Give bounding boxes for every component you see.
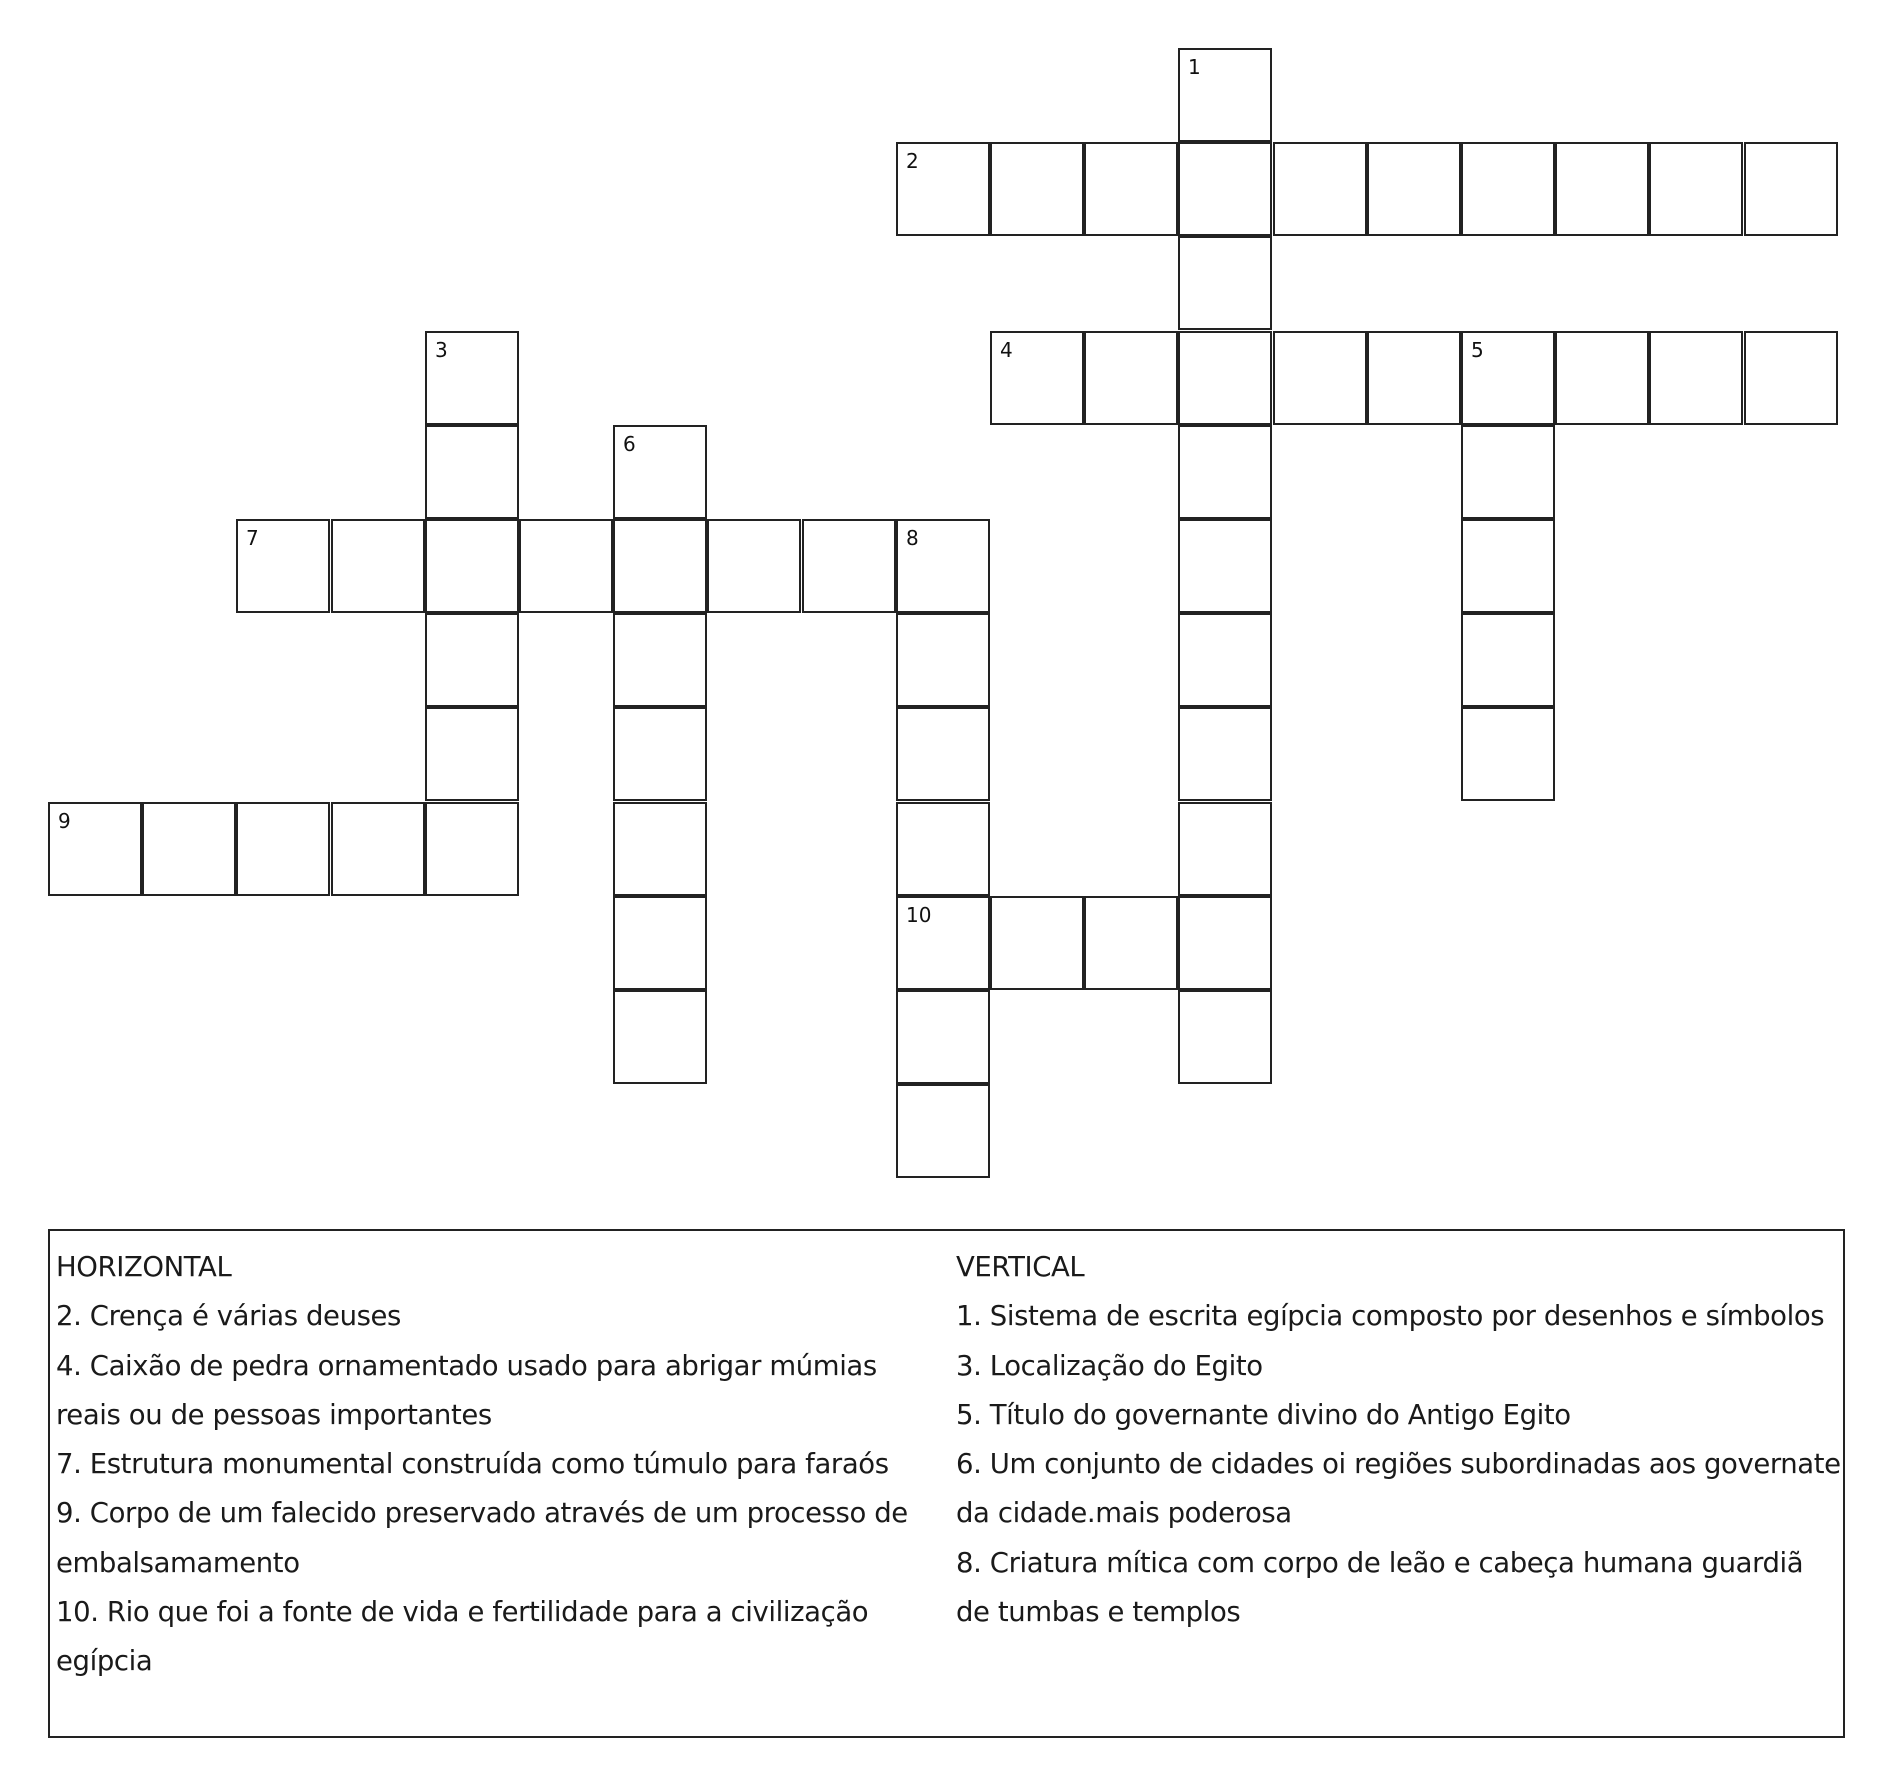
crossword-cell[interactable] — [896, 802, 990, 896]
clue-line: reais ou de pessoas importantes — [56, 1398, 492, 1431]
clue-number: 6 — [623, 432, 636, 456]
crossword-cell[interactable] — [990, 142, 1084, 236]
crossword-cell[interactable] — [1555, 142, 1649, 236]
crossword-cell[interactable] — [331, 519, 425, 613]
crossword-cell[interactable] — [1084, 142, 1178, 236]
crossword-cell[interactable] — [896, 707, 990, 801]
clue-number: 8 — [906, 526, 919, 550]
crossword-cell[interactable] — [1178, 707, 1272, 801]
clue-number: 4 — [1000, 338, 1013, 362]
crossword-cell[interactable] — [1649, 331, 1743, 425]
crossword-cell[interactable] — [1461, 425, 1555, 519]
crossword-cell[interactable] — [1084, 331, 1178, 425]
crossword-cell[interactable] — [425, 707, 519, 801]
crossword-cell[interactable] — [425, 613, 519, 707]
crossword-cell[interactable] — [331, 802, 425, 896]
crossword-cell[interactable] — [425, 425, 519, 519]
crossword-cell[interactable] — [990, 896, 1084, 990]
crossword-cell[interactable] — [1178, 613, 1272, 707]
clue-number: 3 — [435, 338, 448, 362]
crossword-cell[interactable] — [613, 990, 707, 1084]
clue-line: da cidade.mais poderosa — [956, 1497, 1292, 1530]
crossword-cell[interactable] — [613, 425, 707, 519]
crossword-cell[interactable] — [1273, 142, 1367, 236]
crossword-cell[interactable] — [1178, 48, 1272, 142]
crossword-cell[interactable] — [1555, 331, 1649, 425]
horizontal-title: HORIZONTAL — [56, 1251, 232, 1283]
crossword-cell[interactable] — [425, 331, 519, 425]
crossword-cell[interactable] — [236, 802, 330, 896]
clues-box — [48, 1229, 1845, 1738]
crossword-cell[interactable] — [142, 802, 236, 896]
crossword-cell[interactable] — [1178, 802, 1272, 896]
crossword-cell[interactable] — [896, 896, 990, 990]
crossword-cell[interactable] — [707, 519, 801, 613]
crossword-cell[interactable] — [802, 519, 896, 613]
vertical-title: VERTICAL — [956, 1251, 1085, 1283]
crossword-cell[interactable] — [1744, 142, 1838, 236]
crossword-cell[interactable] — [990, 331, 1084, 425]
crossword-cell[interactable] — [1178, 142, 1272, 236]
crossword-cell[interactable] — [1649, 142, 1743, 236]
clue-line: 7. Estrutura monumental construída como túmulo para faraós — [56, 1448, 889, 1481]
clue-number: 5 — [1471, 338, 1484, 362]
crossword-cell[interactable] — [1744, 331, 1838, 425]
crossword-cell[interactable] — [1178, 519, 1272, 613]
clue-number: 10 — [906, 903, 932, 927]
crossword-cell[interactable] — [613, 802, 707, 896]
crossword-cell[interactable] — [48, 802, 142, 896]
crossword-cell[interactable] — [1084, 896, 1178, 990]
crossword-cell[interactable] — [1367, 331, 1461, 425]
clue-line: 6. Um conjunto de cidades oi regiões subordinadas aos governate — [956, 1448, 1841, 1481]
crossword-cell[interactable] — [613, 707, 707, 801]
clue-number: 9 — [58, 809, 71, 833]
crossword-cell[interactable] — [1273, 331, 1367, 425]
crossword-cell[interactable] — [1367, 142, 1461, 236]
crossword-cell[interactable] — [896, 613, 990, 707]
clue-line: 9. Corpo de um falecido preservado através de um processo de — [56, 1497, 908, 1530]
clue-line: 1. Sistema de escrita egípcia composto por desenhos e símbolos — [956, 1300, 1825, 1333]
crossword-cell[interactable] — [1178, 990, 1272, 1084]
crossword-cell[interactable] — [896, 1084, 990, 1178]
horizontal-clues — [56, 1243, 956, 1687]
crossword-cell[interactable] — [1178, 331, 1272, 425]
crossword-cell[interactable] — [896, 142, 990, 236]
clue-line: embalsamamento — [56, 1546, 300, 1579]
crossword-cell[interactable] — [613, 519, 707, 613]
clue-line: 4. Caixão de pedra ornamentado usado para abrigar múmias — [56, 1349, 877, 1382]
clue-line: 10. Rio que foi a fonte de vida e fertilidade para a civilização — [56, 1596, 869, 1629]
crossword-cell[interactable] — [1461, 707, 1555, 801]
clue-line: 5. Título do governante divino do Antigo Egito — [956, 1398, 1571, 1431]
clue-number: 7 — [246, 526, 259, 550]
crossword-cell[interactable] — [1178, 896, 1272, 990]
clue-line: 3. Localização do Egito — [956, 1349, 1263, 1382]
crossword-cell[interactable] — [1178, 236, 1272, 330]
crossword-cell[interactable] — [1461, 142, 1555, 236]
crossword-cell[interactable] — [236, 519, 330, 613]
clue-line: 8. Criatura mítica com corpo de leão e cabeça humana guardiã — [956, 1546, 1804, 1579]
clue-number: 2 — [906, 149, 919, 173]
clue-line: egípcia — [56, 1645, 153, 1678]
crossword-cell[interactable] — [613, 896, 707, 990]
clue-line: de tumbas e templos — [956, 1596, 1241, 1629]
crossword-cell[interactable] — [1461, 331, 1555, 425]
crossword-cell[interactable] — [1461, 519, 1555, 613]
crossword-cell[interactable] — [613, 613, 707, 707]
vertical-clues — [956, 1243, 1841, 1637]
crossword-cell[interactable] — [896, 519, 990, 613]
crossword-cell[interactable] — [519, 519, 613, 613]
clue-number: 1 — [1188, 55, 1201, 79]
crossword-cell[interactable] — [425, 802, 519, 896]
crossword-cell[interactable] — [425, 519, 519, 613]
clue-line: 2. Crença é várias deuses — [56, 1300, 401, 1333]
crossword-cell[interactable] — [896, 990, 990, 1084]
crossword-cell[interactable] — [1178, 425, 1272, 519]
crossword-cell[interactable] — [1461, 613, 1555, 707]
